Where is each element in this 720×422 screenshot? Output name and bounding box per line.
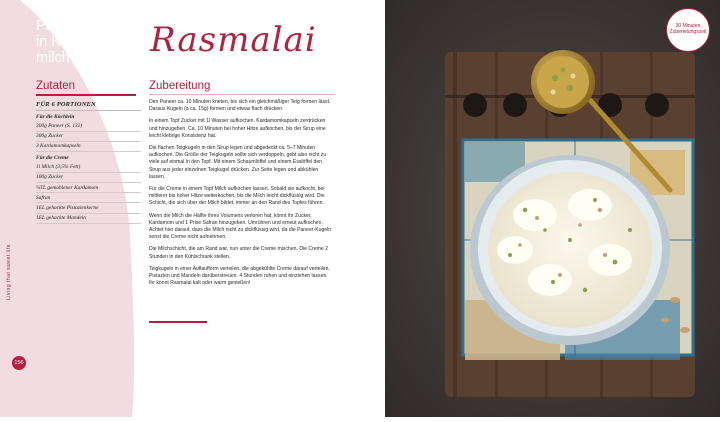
badge-line: 30 Minuten (675, 23, 701, 29)
step-paragraph: Teigkugeln in einer Auflaufform verteilen, die abgekühlte Creme darauf verteilen. Pistazien und Mandeln darüberstreuen. 4 Stunden ruhen und einziehen lassen. Ihr könnt Rasmalai kalt oder warm genießen! (149, 265, 330, 287)
ingredient-item: 3 Kardamomkapseln (36, 142, 141, 152)
ingredients-list (36, 98, 141, 224)
rasmalai-bowl (470, 155, 670, 345)
step-paragraph: Die flachen Teigkugeln in den Sirup legen und abgedeckt ca. 5–7 Minuten aufkochen. Die Größe der Teigkugeln sollte sich verdoppeln, gebt also nicht zu viele auf einmal in den Topf. Mit einem Schaumlöffel und einem Esslöffel den Sirup aus jeder einzelnen Teigkugel drücken. Zur Seite legen und abkühlen lassen. (149, 145, 327, 180)
rasmalai-photo (385, 0, 720, 417)
ingredient-item: 300g Paneer (S. 132) (36, 122, 141, 132)
ingredient-item: 100g Zucker (36, 173, 141, 183)
step-paragraph: Den Paneer ca. 10 Minuten kneten, bis sich ein gleichmäßiger Teig formen lässt. Daraus Kugeln (à ca. 15g) formen und etwas flach drücken. (149, 99, 331, 113)
ingredient-item: 1EL gehackte Pistazienkerne (36, 203, 141, 213)
ingredients-divider (36, 94, 136, 96)
page-number: 156 (12, 356, 26, 370)
recipe-subtitle (36, 18, 146, 66)
ingredient-item: 1l Milch (3,5% Fett) (36, 163, 141, 173)
ingredient-group-title: Für die Küchlein (36, 114, 75, 120)
subtitle-line: in Kardamom- (36, 34, 128, 50)
steps-heading: Zubereitung (149, 80, 211, 92)
badge-text (667, 23, 709, 35)
step-paragraph: Für die Creme in einem Topf Milch aufkochen lassen. Sobald sie aufkocht, bei mittlerer bis hoher Hitze weiterkochen, bis die Milch leicht dickflüssig wird. Die Schicht, die sich über der Milch bildet, immer an den Rand des Topfes führen. (149, 186, 325, 207)
recipe-title: Rasmalai (150, 20, 317, 60)
ingredient-group-title: Für die Creme (36, 155, 69, 162)
preparation-time-badge (666, 8, 710, 52)
subtitle-line: milch (36, 50, 70, 66)
ingredient-item: Safran (36, 193, 141, 203)
servings-label: FÜR 6 PORTIONEN (36, 98, 141, 111)
step-paragraph: Wenn die Milch die Hälfte ihres Volumens verloren hat, könnt ihr Zucker, Kardamom und 1 Prise Safran hinzugeben. Umrühren und erneut aufkochen. Achtet hier darauf, dass die Milch nicht zu dickflüssig wird, da die Paneer-Kugeln sonst die Creme nicht aufnehmen. (149, 212, 332, 241)
chapter-side-text: Living that sweet life (6, 243, 12, 300)
food-illustration (385, 0, 720, 417)
step-paragraph: Die Milchschicht, die am Rand war, nun unter die Creme mischen. Die Creme 2 Stunden in den Kühlschrank stellen. (149, 246, 328, 260)
ingredient-item: ¼TL gemahlener Kardamom (36, 183, 141, 193)
closing-rule (149, 321, 207, 323)
preparation-steps (149, 99, 335, 292)
badge-line: Zubereitungszeit (669, 29, 707, 35)
subtitle-line: Paneer-Küchlein (36, 18, 144, 34)
steps-divider (149, 94, 335, 95)
ingredient-item: 300g Zucker (36, 132, 141, 142)
ingredients-heading: Zutaten (36, 80, 75, 92)
ingredient-item: 1EL gehackte Mandeln (36, 214, 141, 224)
step-paragraph: In einem Topf Zucker mit 1l Wasser aufkochen. Kardamomkapseln zerdrücken und hinzugeben. Ca. 10 Minuten bei hoher Hitze aufkochen, bis der Sirup eine leicht klebrige Konsistenz hat. (149, 118, 326, 139)
